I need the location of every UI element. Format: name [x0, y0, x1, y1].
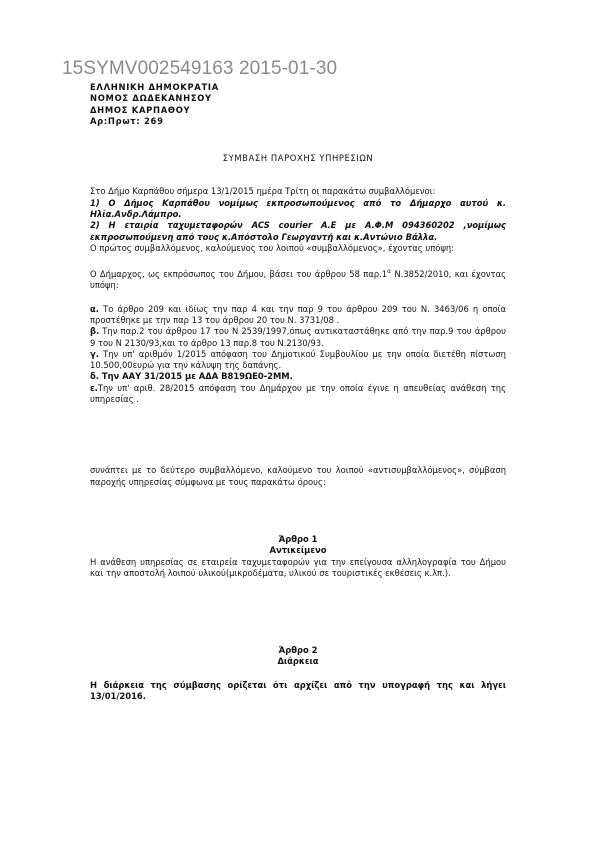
- item-b: [90, 326, 506, 349]
- document-body: [90, 82, 506, 702]
- item-c-text: Την υπ' αριθμόν 1/2015 απόφαση του Δημοτικού Συμβουλίου με την οποία διετέθη πίστωση 10.500,00ευρώ για την κάλυψη της δαπάνης.: [90, 348, 506, 371]
- item-c-label: γ.: [90, 348, 99, 359]
- item-d: δ. Την ΑΑΥ 31/2015 με ΑΔΑ Β819ΩΕ0-2ΜΜ.: [90, 371, 293, 382]
- document-stamp: 15SYMV002549163 2015-01-30: [62, 58, 338, 79]
- document-title: ΣΥΜΒΑΣΗ ΠΑΡΟΧΗΣ ΥΠΗΡΕΣΙΩΝ: [222, 153, 374, 164]
- header-block: [90, 82, 506, 127]
- party-one: 1) Ο Δήμος Καρπάθου νομίμως εκπροσωπούμενος από το Δήμαρχο αυτού κ. Ηλία.Ανδρ.Λάμπρο.: [90, 197, 506, 220]
- header-protocol: Αρ:Πρωτ: 269: [90, 115, 164, 126]
- article-1-text: Η ανάθεση υπηρεσίας σε εταιρεία ταχυμεταφορών για την επείγουσα αλληλογραφία του Δήμου και την αποστολή λοιπού υλικού(μικροδέματα, υλικού σε τουριστικές εκθέσεις κ.λπ.).: [90, 556, 506, 578]
- item-c: [90, 349, 506, 372]
- mayor-superscript: α: [387, 268, 392, 276]
- header-municipality: ΔΗΜΟΣ ΚΑΡΠΑΘΟΥ: [90, 104, 191, 115]
- party-two: 2) Η εταιρία ταχυμεταφορών ACS courier Α.Ε με Α.Φ.Μ 094360202 ,νομίμως εκπροσωπούμενη από τους κ.Απόστολο Γεωργαντή και κ.Αντώνιο Βάλλα.: [90, 220, 506, 242]
- mayor-paragraph: [90, 266, 506, 291]
- item-a-text: Το άρθρο 209 και ιδίως την παρ 4 και την παρ 9 του άρθρου 209 του Ν. 3463/06 η οποία προστέθηκε με την παρ 13 του άρθρου 20 του Ν. 3731/08 .: [90, 303, 506, 325]
- item-e-label: ε.: [90, 382, 98, 393]
- item-b-text: Την παρ.2 του άρθρου 17 του Ν 2539/1997,όπως αντικαταστάθηκε από την παρ.9 του άρθρου 9 του Ν 2130/93,και το άρθρο 13 παρ.8 του Ν.2130/93.: [90, 326, 506, 348]
- header-country: ΕΛΛΗΝΙΚΗ ΔΗΜΟΚΡΑΤΙΑ: [90, 82, 219, 92]
- item-e: [90, 383, 506, 406]
- item-a-label: α.: [90, 303, 99, 314]
- conclusion-paragraph: συνάπτει με το δεύτερο συμβαλλόμενο, καλούμενο του λοιπού «αντισυμβαλλόμενος», σύμβαση παροχής υπηρεσίας σύμφωνα με τους παρακάτω όρους:: [90, 465, 506, 487]
- article-1-subheading: Αντικείμενο: [269, 545, 327, 556]
- intro-paragraph: Στο Δήμο Καρπάθου σήμερα 13/1/2015 ημέρα Τρίτη οι παρακάτω συμβαλλόμενοι:: [90, 186, 436, 197]
- mayor-text-a: Ο Δήμαρχος, ως εκπρόσωπος του Δήμου, βάσει του άρθρου 58 παρ.1: [90, 269, 388, 280]
- article-1-heading: Άρθρο 1: [278, 533, 318, 544]
- article-2-subheading: Διάρκεια: [277, 656, 319, 667]
- item-a: [90, 304, 506, 327]
- first-party-paragraph: Ο πρώτος συμβαλλόμενος, καλούμενος του λοιπού «συμβαλλόμενος», έχοντας υπόψη:: [90, 242, 455, 253]
- article-2-text: Η διάρκεια της σύμβασης ορίζεται ότι αρχίζει από την υπογραφή της και λήγει 13/01/2016.: [90, 679, 506, 701]
- item-b-label: β.: [90, 326, 100, 337]
- item-e-text: Την υπ' αριθ. 28/2015 απόφαση του Δημάρχου με την οποία έγινε η απευθείας ανάθεση της υπηρεσίας .: [90, 382, 506, 405]
- mayor-text-b: Ν.3852/2010, και έχοντας υπόψη:: [90, 269, 506, 291]
- article-2-heading: Άρθρο 2: [278, 645, 318, 656]
- header-prefecture: ΝΟΜΟΣ ΔΩΔΕΚΑΝΗΣΟΥ: [90, 93, 212, 104]
